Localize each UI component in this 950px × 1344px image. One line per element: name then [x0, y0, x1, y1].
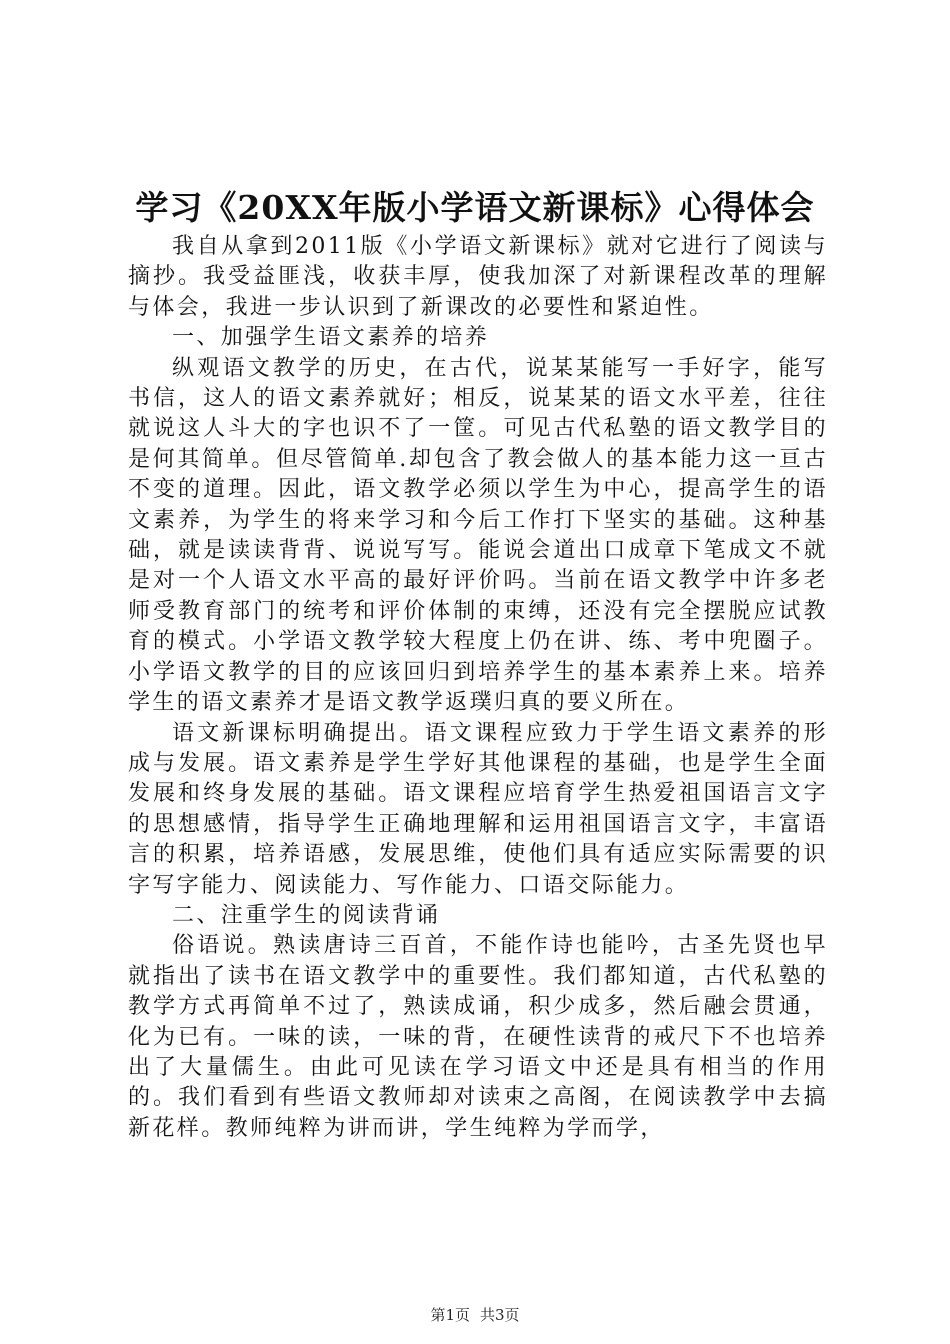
body-paragraph: 语文新课标明确提出。语文课程应致力于学生语文素养的形成与发展。语文素养是学生学好其他课程的基础，也是学生全面发展和终身发展的基础。语文课程应培育学生热爱祖国语言文字的思想感情，指导学生正确地理解和运用祖国语言文字，丰富语言的积累，培养语感，发展思维，使他们具有适应实际需要的识字写字能力、阅读能力、写作能力、口语交际能力。 [128, 720, 828, 898]
document-title: 学习《20XX年版小学语文新课标》心得体会 [135, 188, 815, 227]
page-total: 共3页 [480, 1306, 520, 1324]
page-number: 第1页 [430, 1306, 470, 1324]
page-footer [0, 1305, 950, 1325]
section-heading-2: 二、注重学生的阅读背诵 [172, 902, 441, 928]
body-paragraph: 纵观语文教学的历史，在古代，说某某能写一手好字，能写书信，这人的语文素养就好；相反，说某某的语文水平差，往往就说这人斗大的字也识不了一筐。可见古代私塾的语文教学目的是何其简单。但尽管简单.却包含了教会做人的基本能力这一亘古不变的道理。因此，语文教学必须以学生为中心，提高学生的语文素养，为学生的将来学习和今后工作打下坚实的基础。这种基础，就是读读背背、说说写写。能说会道出口成章下笔成文不就是对一个人语文水平高的最好评价吗。当前在语文教学中许多老师受教育部门的统考和评价体制的束缚，还没有完全摆脱应试教育的模式。小学语文教学较大程度上仍在讲、练、考中兜圈子。小学语文教学的目的应该回归到培养学生的基本素养上来。培养学生的语文素养才是语文教学返璞归真的要义所在。 [128, 355, 828, 716]
intro-paragraph: 我自从拿到2011版《小学语文新课标》就对它进行了阅读与摘抄。我受益匪浅，收获丰厚，使我加深了对新课程改革的理解与体会，我进一步认识到了新课改的必要性和紧迫性。 [128, 234, 828, 320]
document-body [128, 232, 828, 1144]
section-heading-1: 一、加强学生语文素养的培养 [172, 325, 490, 351]
body-paragraph: 俗语说。熟读唐诗三百首，不能作诗也能吟，古圣先贤也早就指出了读书在语文教学中的重要性。我们都知道，古代私塾的教学方式再简单不过了，熟读成诵，积少成多，然后融会贯通，化为已有。一味的读，一味的背，在硬性读背的戒尺下不也培养出了大量儒生。由此可见读在学习语文中还是具有相当的作用的。我们看到有些语文教师却对读束之高阁，在阅读教学中去搞新花样。教师纯粹为讲而讲，学生纯粹为学而学， [128, 933, 828, 1141]
